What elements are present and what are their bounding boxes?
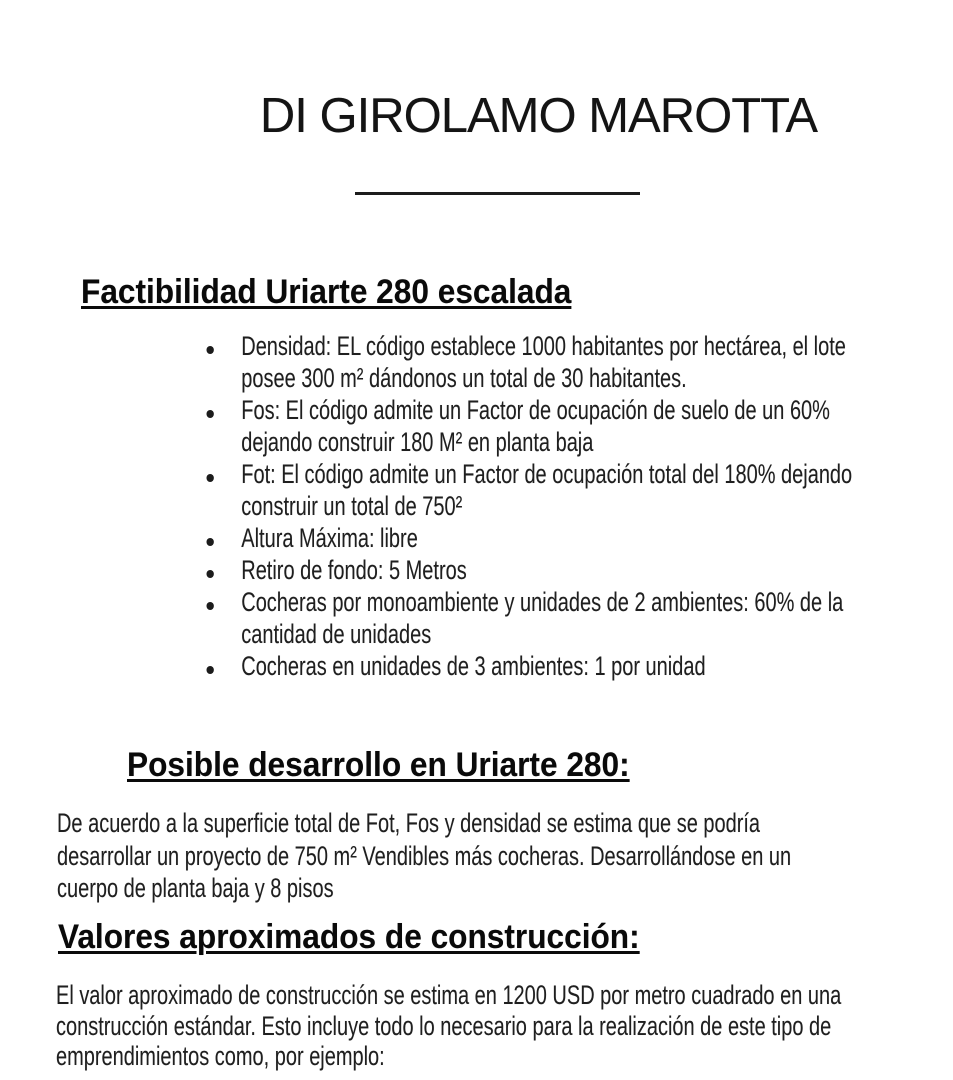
bullet-item-text: Densidad: EL código establece 1000 habitantes por hectárea, el lote posee 300 m² dándonos un total de 30 habitantes. <box>241 331 846 393</box>
bullet-item-text: Cocheras en unidades de 3 ambientes: 1 por unidad <box>241 651 706 681</box>
bullet-item-text: Fot: El código admite un Factor de ocupación total del 180% dejando construir un total de 750² <box>241 459 853 521</box>
bullet-dot-icon <box>206 538 213 546</box>
document-title: DI GIROLAMO MAROTTA <box>259 89 818 143</box>
bullet-dot-icon <box>206 666 213 674</box>
bullet-item-altura-maxima <box>205 522 953 554</box>
bullet-item-densidad <box>205 330 953 394</box>
factibilidad-bullet-list <box>205 330 953 682</box>
bullet-dot-icon <box>206 410 213 418</box>
bullet-item-retiro-fondo <box>205 554 953 586</box>
bullet-item-text: Cocheras por monoambiente y unidades de 2 ambientes: 60% de la cantidad de unidades <box>241 587 844 649</box>
bullet-item-text: Retiro de fondo: 5 Metros <box>241 555 467 585</box>
valores-paragraph: El valor aproximado de construcción se estima en 1200 USD por metro cuadrado en una construcción estándar. Esto incluye todo lo necesario para la realización de este tipo de emprendimientos como, por ejemplo: <box>56 980 842 1071</box>
bullet-dot-icon <box>206 570 213 578</box>
bullet-dot-icon <box>206 602 213 610</box>
title-divider-line <box>355 192 640 195</box>
bullet-item-cocheras-3-ambientes <box>205 650 953 682</box>
section-heading-valores: Valores aproximados de construcción: <box>58 918 640 956</box>
bullet-item-text: Fos: El código admite un Factor de ocupación de suelo de un 60% dejando construir 180 M² en planta baja <box>241 395 830 457</box>
desarrollo-paragraph: De acuerdo a la superficie total de Fot, Fos y densidad se estima que se podría desarrollar un proyecto de 750 m² Vendibles más cocheras. Desarrollándose en un cuerpo de planta baja y 8 pisos <box>57 808 792 903</box>
bullet-item-fos <box>205 394 953 458</box>
bullet-item-cocheras-monoambiente <box>205 586 953 650</box>
section-heading-factibilidad: Factibilidad Uriarte 280 escalada <box>81 273 572 311</box>
section-heading-desarrollo: Posible desarrollo en Uriarte 280: <box>127 746 630 784</box>
bullet-item-fot <box>205 458 953 522</box>
bullet-dot-icon <box>206 474 213 482</box>
bullet-dot-icon <box>206 346 213 354</box>
bullet-item-text: Altura Máxima: libre <box>241 523 418 553</box>
